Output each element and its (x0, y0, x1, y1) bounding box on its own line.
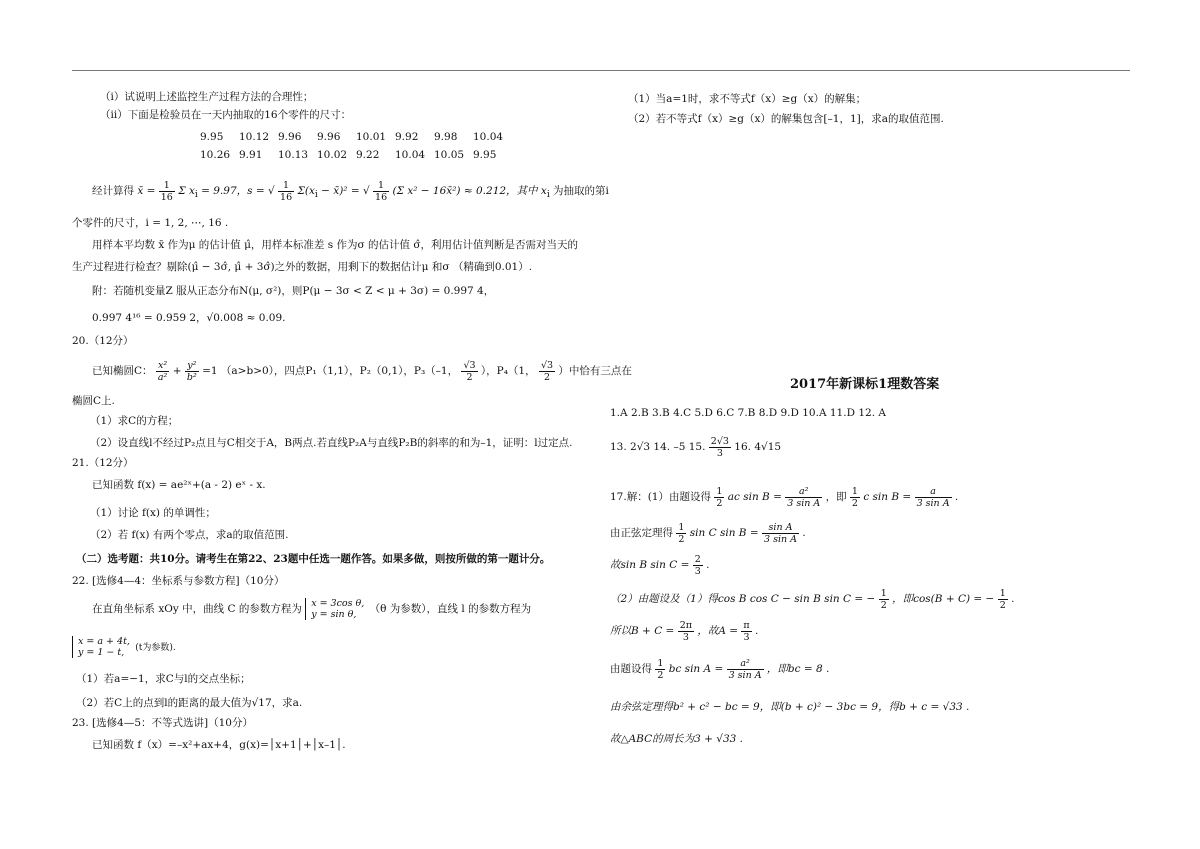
solution-line: 故△ABC的周长为3 + √33 . (610, 733, 743, 745)
solution-line: 故sin B sin C = $\frac{2}{3}$ . (610, 553, 710, 577)
solution-line: 所以B + C = $\frac{2\pi}{3}$ ，故A = $\frac{\pi}{3}$ . (610, 619, 759, 643)
fraction: $\frac{\text{x²}}{\text{a²}}$ (157, 359, 168, 383)
text-line: （2）设直线l不经过P₂点且与C相交于A，B两点.若直线P₂A与直线P₂B的斜率的和为–1，证明：l过定点. (90, 437, 573, 449)
fraction: $\frac{2√3}{3}$ (710, 435, 729, 459)
text-line: （1）当a=1时，求不等式f（x）≥g（x）的解集； (628, 93, 867, 105)
header-rule (72, 70, 1130, 71)
data-cell: 9.96 (317, 131, 341, 143)
question-21-heading: 21.（12分） (72, 457, 134, 469)
statistics-formula-line: 经计算得 x̄ = $\frac{1}{16}$ Σ $x_i = 9.97$，s = √ $\frac{1}{16}$ $\Sigma(x_i$ − x̄)² = √ $\frac{1}{16}$ (Σ x² − 16x̄²) ≈ 0.212，其中 $x_i$ 为抽取的第i (92, 179, 609, 203)
text-line: （2）若 f(x) 有两个零点，求a的取值范围. (90, 529, 289, 541)
solution-line: 17.解：(1）由题设得 $\frac{1}{2}$ ac sin B = $\frac{\text{a²}}{\text{3 sin A}}$ ，即 $\frac{1}{2}$ c sin B = $\frac{a}{\text{3 sin A}}$ . (610, 485, 959, 509)
text-line: 已知函数 f(x) = ae²ˣ+(a - 2) eˣ - x. (92, 479, 266, 491)
data-cell: 9.95 (200, 131, 224, 143)
fraction: $\frac{√3}{2}$ (540, 359, 554, 383)
data-cell: 10.26 (200, 149, 231, 161)
fraction: $\frac{1}{16}$ (375, 179, 388, 203)
data-cell: 10.02 (317, 149, 348, 161)
fraction: $\frac{\text{y²}}{\text{b²}}$ (186, 359, 197, 383)
text-line: 生产过程进行检查？剔除(μ̂ − 3σ̂, μ̂ + 3σ̂)之外的数据，用剩下的数据估计μ 和σ （精确到0.01）. (72, 261, 533, 273)
data-cell: 10.13 (278, 149, 309, 161)
fraction: $\frac{1}{16}$ (280, 179, 293, 203)
question-19-part-i: （ⅰ）试说明上述监控生产过程方法的合理性； (100, 91, 314, 103)
data-row-2 (200, 148, 512, 162)
text-line: 个零件的尺寸，i = 1, 2, ⋯, 16 . (72, 217, 229, 229)
question-22-heading: 22. [选修4—4：坐标系与参数方程]（10分） (72, 575, 285, 587)
data-cell: 10.12 (239, 131, 270, 143)
text-line: 已知函数 f（x）=–x²+ax+4，g(x)=│x+1│+│x–1│. (92, 739, 346, 751)
data-cell: 9.92 (395, 131, 419, 143)
text-line: 用样本平均数 x̄ 作为μ 的估计值 μ̂，用样本标准差 s 作为σ 的估计值 σ̂，利用估计值判断是否需对当天的 (92, 239, 578, 251)
text-line: 椭圆C上. (72, 395, 115, 407)
text-line: （1）若a=−1，求C与l的交点坐标； (76, 673, 251, 685)
text-line: 附：若随机变量Z 服从正态分布N(μ, σ²)，则P(μ − 3σ < Z < μ + 3σ) = 0.997 4， (92, 285, 495, 297)
section-heading: （二）选考题：共10分。请考生在第22、23题中任选一题作答。如果多做，则按所做的第一题计分。 (76, 553, 551, 565)
question-22-stem: 在直角坐标系 xOy 中，曲线 C 的参数方程为 x = 3cos θ, y = sin θ, （θ 为参数），直线 l 的参数方程为 (92, 598, 532, 620)
text-line: （1）求C的方程； (90, 415, 179, 427)
data-cell: 10.04 (473, 131, 504, 143)
parametric-system: x = 3cos θ, y = sin θ, (305, 598, 366, 620)
answer-key-line: 13. 2√3 14. –5 15. $\frac{2√3}{3}$ 16. 4√15 (610, 435, 782, 459)
data-cell: 10.04 (395, 149, 426, 161)
solution-line: 由题设得 $\frac{1}{2}$ bc sin A = $\frac{\text{a²}}{\text{3 sin A}}$ ，即bc = 8 . (610, 657, 830, 681)
question-20-stem: 已知椭圆C： $\frac{\text{x²}}{\text{a²}}$ + $\frac{\text{y²}}{\text{b²}}$ =1 （a>b>0），四点P₁（1,1），P₂（0,1），P₃（–1， $\frac{√3}{2}$ ），P₄（1， $\frac{√3}{2}$ ）中恰有三点在 (92, 359, 632, 383)
answer-key-line: 1.A 2.B 3.B 4.C 5.D 6.C 7.B 8.D 9.D 10.A 11.D 12. A (610, 407, 886, 419)
text-line: （2）若C上的点到l的距离的最大值为√17，求a. (76, 697, 303, 709)
fraction: $\frac{1}{16}$ (160, 179, 173, 203)
data-cell: 9.96 (278, 131, 302, 143)
text-line: （2）若不等式f（x）≥g（x）的解集包含[–1，1]，求a的取值范围. (628, 113, 944, 125)
question-19-part-ii: （ⅱ）下面是检验员在一天内抽取的16个零件的尺寸： (100, 109, 352, 121)
data-row-1 (200, 130, 512, 144)
data-cell: 9.22 (356, 149, 380, 161)
text-line: （1）讨论 f(x) 的单调性； (90, 507, 216, 519)
fraction: $\frac{√3}{2}$ (463, 359, 476, 383)
data-cell: 10.01 (356, 131, 387, 143)
question-23-heading: 23. [选修4—5：不等式选讲]（10分） (72, 717, 253, 729)
answer-key-title: 2017年新课标1理数答案 (790, 377, 940, 392)
data-cell: 9.95 (473, 149, 497, 161)
data-cell: 9.91 (239, 149, 263, 161)
solution-line: 由正弦定理得 $\frac{1}{2}$ sin C sin B = $\frac{\text{sin A}}{\text{3 sin A}}$ . (610, 521, 806, 545)
data-cell: 10.05 (434, 149, 465, 161)
line-parametric-system: x = a + 4t, y = 1 − t, (t为参数). (72, 636, 176, 658)
text-line: 0.997 4¹⁶ = 0.959 2，√0.008 ≈ 0.09. (92, 312, 286, 324)
solution-line: 由余弦定理得b² + c² − bc = 9，即(b + c)² − 3bc = 9，得b + c = √33 . (610, 701, 970, 713)
data-cell: 9.98 (434, 131, 458, 143)
solution-line: （2）由题设及（1）得cos B cos C − sin B sin C = − $\frac{1}{2}$ ，即cos(B + C) = − $\frac{1}{2}$ . (610, 587, 1015, 611)
question-20-heading: 20.（12分） (72, 335, 134, 347)
